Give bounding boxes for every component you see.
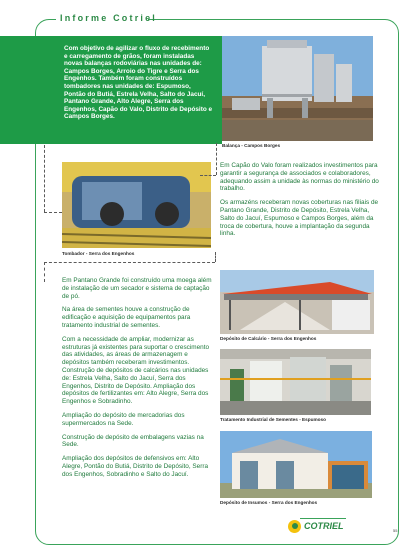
lower-text — [62, 277, 212, 485]
lower-paragraph-3: Com a necessidade de ampliar, modernizar as estruturas já existentes para suportar o crescimento das atividades, as áreas de armazenagem e depósitos também receberam investimentos. Construção de depósitos de calcários nas unidades de: Estrela Velha, Salto do Jacuí, Serra dos Engenhos, Distrito de Depósito. Ampliação dos depósitos de fertilizantes em: Alto Alegre, Serra dos Engenhos e Sobradinho. — [62, 335, 210, 406]
photo-sementes — [220, 349, 371, 415]
lower-paragraph-5: Construção de depósito de embalagens vazias na Sede. — [62, 433, 204, 449]
intro-box — [0, 36, 222, 144]
header-title: Informe Cotriel — [60, 13, 158, 23]
middle-paragraph-2: Os armazéns receberam novas coberturas nas filiais de Pantano Grande, Distrito de Depósito, Estrela Velha, Salto do Jacuí, Espumoso e Campos Borges, além da troca de cobertura, houve a implantação da segunda linha. — [220, 199, 379, 238]
connector — [44, 212, 62, 213]
connector — [215, 252, 216, 262]
connector — [200, 175, 216, 176]
middle-paragraph-1: Em Capão do Valo foram realizados investimentos para garantir a segurança de associados e colaboradores, adequando assim a unidade às normas do ministério do trabalho. — [220, 162, 379, 193]
connector — [44, 145, 45, 212]
caption-balanca: Balança - Campos Borges — [222, 143, 281, 148]
caption-tombador: Tombador - Serra dos Engenhos — [62, 251, 135, 256]
logo-icon — [288, 520, 301, 533]
connector — [44, 262, 215, 263]
lower-paragraph-6: Ampliação dos depósitos de defensivos em: Alto Alegre, Pontão do Butiá, Distrito de Depósito, Serra dos Engenhos, Sobradinho e Salto do Jacuí. — [62, 455, 208, 478]
caption-calcario: Depósito de Calcário - Serra dos Engenhos — [220, 336, 317, 341]
page-number: 55 — [393, 528, 398, 533]
caption-insumos: Depósito de Insumos - Serra dos Engenhos — [220, 500, 318, 505]
lower-paragraph-4: Ampliação do depósito de mercadorias dos supermercados na Sede. — [62, 411, 185, 427]
caption-sementes: Tratamento Industrial de Sementes - Espumoso — [220, 417, 327, 422]
lower-paragraph-1: Em Pantano Grande foi construído uma moega além de instalação de um secador e sistema de captação de pó. — [62, 277, 212, 300]
photo-tombador — [62, 162, 211, 248]
logo-text: COTRIEL — [304, 521, 344, 531]
lower-paragraph-2: Na área de sementes houve a construção de edificação e aquisição de equipamentos para tratamento industrial de sementes. — [62, 306, 191, 329]
connector — [216, 143, 217, 175]
photo-balanca — [222, 36, 373, 141]
photo-calcario — [220, 270, 374, 334]
intro-text: Com objetivo de agilizar o fluxo de recebimento e carregamento de grãos, foram instaladas novas balanças rodoviárias nas unidades de: Campos Borges, Arroio do Tigre e Serra dos Engenhos. Também foram construídos tombadores nas unidades de: Espumoso, Pontão do Butiá, Estrela Velha, Salto do Jacuí, Pantano Grande, Alto Alegre, Serra dos Engenhos, Capão do Valo, Distrito de Depósito e Campos Borges. — [64, 45, 213, 121]
connector — [44, 262, 45, 282]
photo-insumos — [220, 431, 372, 498]
middle-text — [220, 162, 382, 244]
cotriel-logo — [288, 519, 344, 533]
